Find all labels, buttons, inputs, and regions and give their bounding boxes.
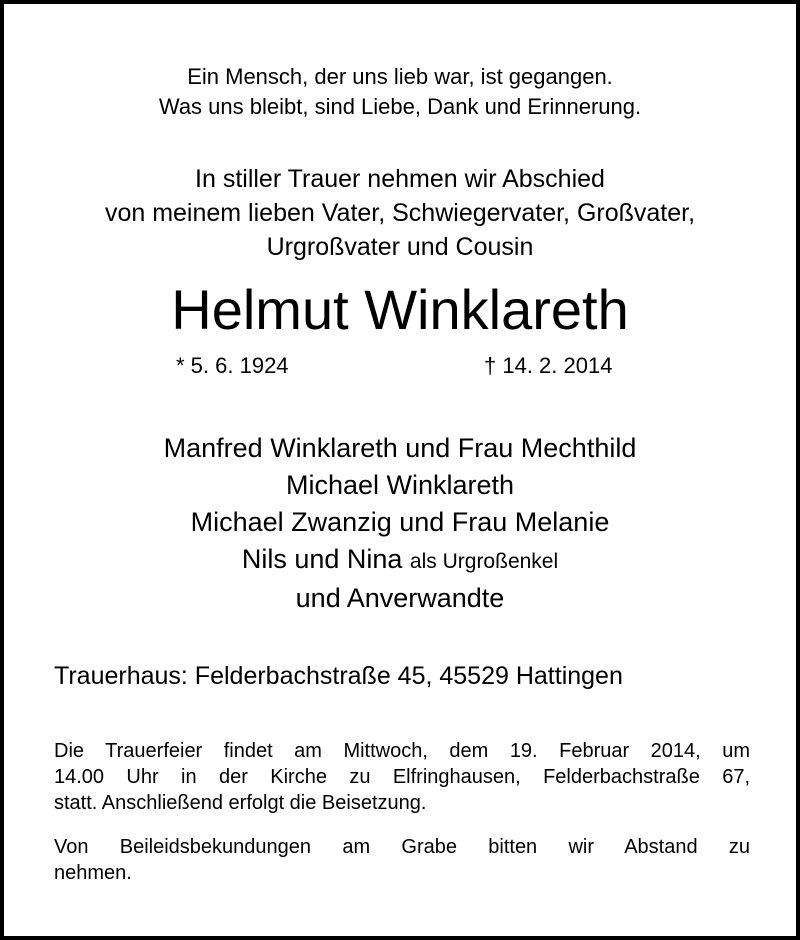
condolence-line-2: nehmen. bbox=[54, 862, 132, 884]
funeral-service-paragraph bbox=[54, 738, 750, 816]
death-date: † 14. 2. 2014 bbox=[484, 353, 613, 378]
condolence-line-1: Von Beileidsbekundungen am Grabe bitten wir Abstand zu bbox=[54, 836, 750, 858]
mourner-line-4 bbox=[4, 541, 796, 580]
mourners-list bbox=[4, 430, 796, 617]
farewell-intro bbox=[4, 162, 796, 264]
intro-line-1: In stiller Trauer nehmen wir Abschied bbox=[195, 165, 605, 193]
mourner-line-5: und Anverwandte bbox=[295, 583, 505, 613]
intro-line-3: Urgroßvater und Cousin bbox=[266, 233, 534, 261]
mourner-line-1: Manfred Winklareth und Frau Mechthild bbox=[163, 433, 637, 463]
mourner-line-3: Michael Zwanzig und Frau Melanie bbox=[190, 507, 610, 537]
condolence-paragraph bbox=[54, 834, 750, 886]
house-of-mourning-address: Trauerhaus: Felderbachstraße 45, 45529 Hattingen bbox=[54, 662, 623, 690]
service-line-3: statt. Anschließend erfolgt die Beisetzung. bbox=[54, 792, 427, 814]
deceased-name: Helmut Winklareth bbox=[171, 278, 629, 341]
memorial-verse bbox=[4, 62, 796, 122]
birth-date: * 5. 6. 1924 bbox=[176, 353, 289, 378]
service-line-1: Die Trauerfeier findet am Mittwoch, dem 19. Februar 2014, um bbox=[54, 740, 750, 762]
service-line-2: 14.00 Uhr in der Kirche zu Elfringhausen, Felderbachstraße 67, bbox=[54, 766, 750, 788]
verse-line-2: Was uns bleibt, sind Liebe, Dank und Erinnerung. bbox=[158, 94, 642, 119]
great-grandchildren-suffix: als Urgroßenkel bbox=[409, 550, 559, 573]
intro-line-2: von meinem lieben Vater, Schwiegervater, Großvater, bbox=[104, 199, 696, 227]
great-grandchildren-names: Nils und Nina bbox=[241, 544, 403, 574]
verse-line-1: Ein Mensch, der uns lieb war, ist gegangen. bbox=[187, 64, 613, 89]
mourner-line-2: Michael Winklareth bbox=[285, 470, 515, 500]
